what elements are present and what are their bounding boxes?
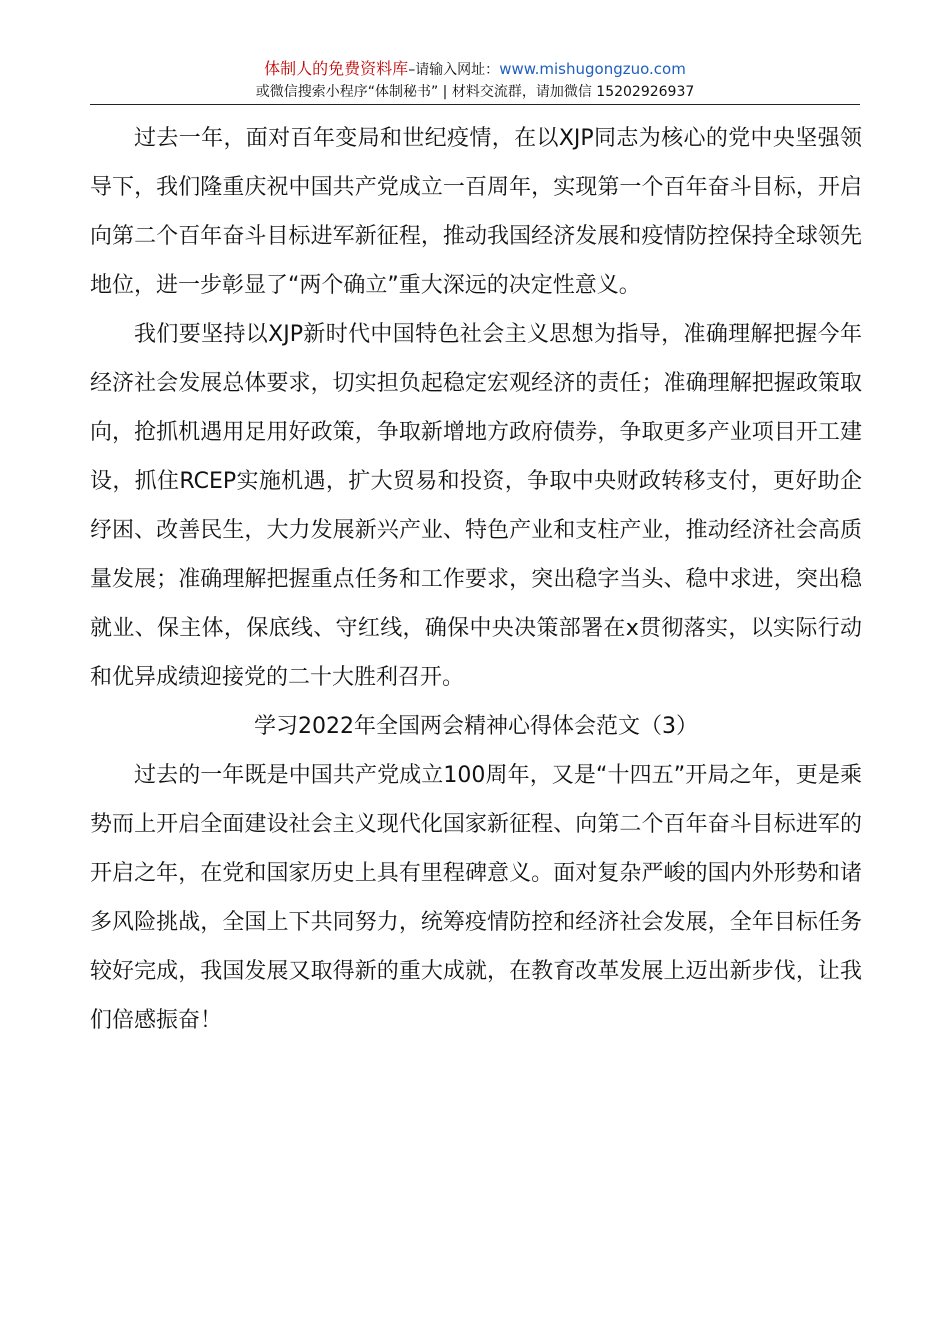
- header-url-link[interactable]: www.mishugongzuo.com: [499, 60, 686, 78]
- body-paragraph-1: 过去一年，面对百年变局和世纪疫情，在以XJP同志为核心的党中央坚强领导下，我们隆重庆祝中国共产党成立一百周年，实现第一个百年奋斗目标，开启向第二个百年奋斗目标进军新征程，推动我国经济发展和疫情防控保持全球领先地位，进一步彰显了“两个确立”重大深远的决定性意义。: [90, 126, 862, 298]
- header-divider: [90, 104, 860, 105]
- page-header: [90, 58, 860, 103]
- header-separator: –请输入网址：: [408, 62, 500, 78]
- document-body: [90, 114, 862, 1045]
- header-line-2: 或微信搜索小程序“体制秘书” | 材料交流群，请加微信 15202926937: [255, 84, 695, 100]
- section-title: 学习2022年全国两会精神心得体会范文（3）: [254, 714, 698, 739]
- section-paragraph-1: 过去的一年既是中国共产党成立100周年，又是“十四五”开局之年，更是乘势而上开启全面建设社会主义现代化国家新征程、向第二个百年奋斗目标进军的开启之年，在党和国家历史上具有里程碑意义。面对复杂严峻的国内外形势和诸多风险挑战，全国上下共同努力，统筹疫情防控和经济社会发展，全年目标任务较好完成，我国发展又取得新的重大成就，在教育改革发展上迈出新步伐，让我们倍感振奋！: [90, 763, 862, 1033]
- header-brand: 体制人的免费资料库: [264, 59, 409, 78]
- body-paragraph-2: 我们要坚持以XJP新时代中国特色社会主义思想为指导，准确理解把握今年经济社会发展总体要求，切实担负起稳定宏观经济的责任；准确理解把握政策取向，抢抓机遇用足用好政策，争取新增地方政府债券，争取更多产业项目开工建设，抓住RCEP实施机遇，扩大贸易和投资，争取中央财政转移支付，更好助企纾困、改善民生，大力发展新兴产业、特色产业和支柱产业，推动经济社会高质量发展；准确理解把握重点任务和工作要求，突出稳字当头、稳中求进，突出稳就业、保主体，保底线、守红线，确保中央决策部署在x贯彻落实，以实际行动和优异成绩迎接党的二十大胜利召开。: [90, 322, 862, 690]
- header-line-1: [90, 58, 860, 81]
